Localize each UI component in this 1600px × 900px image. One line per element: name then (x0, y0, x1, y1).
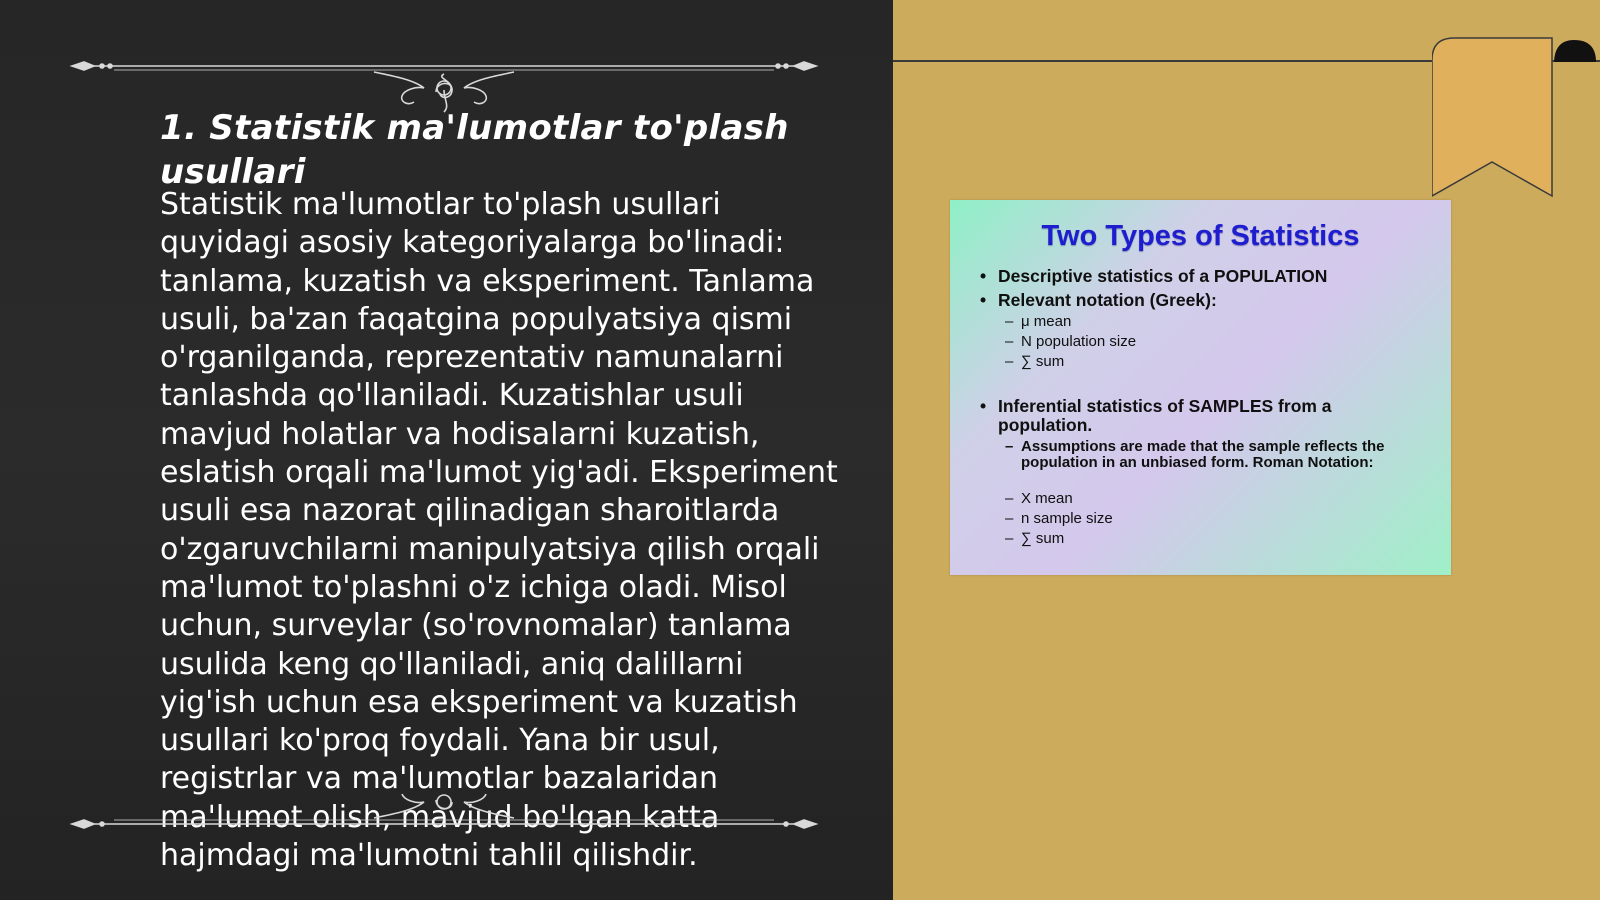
bookmark-ribbon (1432, 36, 1600, 201)
bullet-glyph: • (980, 396, 987, 416)
bullet-glyph: • (980, 290, 987, 310)
item-text: X mean (1021, 490, 1073, 507)
slide-title: 1. Statistik ma'lumotlar to'plash usullari (160, 108, 789, 192)
dash-glyph: – (1005, 353, 1014, 370)
dash-glyph: – (1005, 530, 1014, 547)
dash-glyph: – (1005, 510, 1014, 527)
slide-body-text: Statistik ma'lumotlar to'plash usullari quyidagi asosiy kategoriyalarga bo'linadi: tanlama, kuzatish va eksperiment. Tanlama usuli, ba'zan faqatgina populyatsiya qismi o'rganilganda, reprezentativ namunalarni tanlashda qo'llaniladi. Kuzatishlar usuli mavjud holatlar va hodisalarni kuzatish, eslatish orqali ma'lumot yig'adi. Eksperiment usuli esa nazorat qilinadigan sharoitlarda o'zgaruvchilarni manipulyatsiya qilish orqali ma'lumot to'plashni o'z ichiga oladi. Misol uchun, surveylar (so'rovnomalar) tanlama usulida keng qo'llaniladi, aniq dalillarni yig'ish uchun esa eksperiment va kuzatish usullari ko'proq foydali. Yana bir usul, registrlar va ma'lumotlar bazalaridan ma'lumot olish, mavjud bo'lgan katta hajmdagi ma'lumotni tahlil qilishdir. (160, 187, 838, 874)
inferential-heading: Inferential statistics of SAMPLES from a population. (998, 396, 1332, 435)
figure-title: Two Types of Statistics (1041, 220, 1360, 252)
bullet-glyph: • (980, 266, 987, 286)
item-text: n sample size (1021, 510, 1113, 527)
assumption-text: Assumptions are made that the sample reflects the population in an unbiased form. Roman Notation: (1021, 438, 1385, 471)
ornament-divider-bottom (64, 790, 824, 830)
dash-glyph: – (1005, 313, 1014, 330)
dash-glyph: – (1005, 438, 1014, 455)
descriptive-heading: Descriptive statistics of a POPULATION (998, 266, 1328, 286)
notation-heading: Relevant notation (Greek): (998, 290, 1217, 310)
item-text: N population size (1021, 333, 1137, 350)
dash-glyph: – (1005, 333, 1014, 350)
item-text: ∑ sum (1021, 530, 1065, 547)
dash-glyph: – (1005, 490, 1014, 507)
item-text: ∑ sum (1021, 353, 1065, 370)
statistics-figure-card (950, 200, 1451, 575)
item-text: μ mean (1021, 313, 1072, 330)
